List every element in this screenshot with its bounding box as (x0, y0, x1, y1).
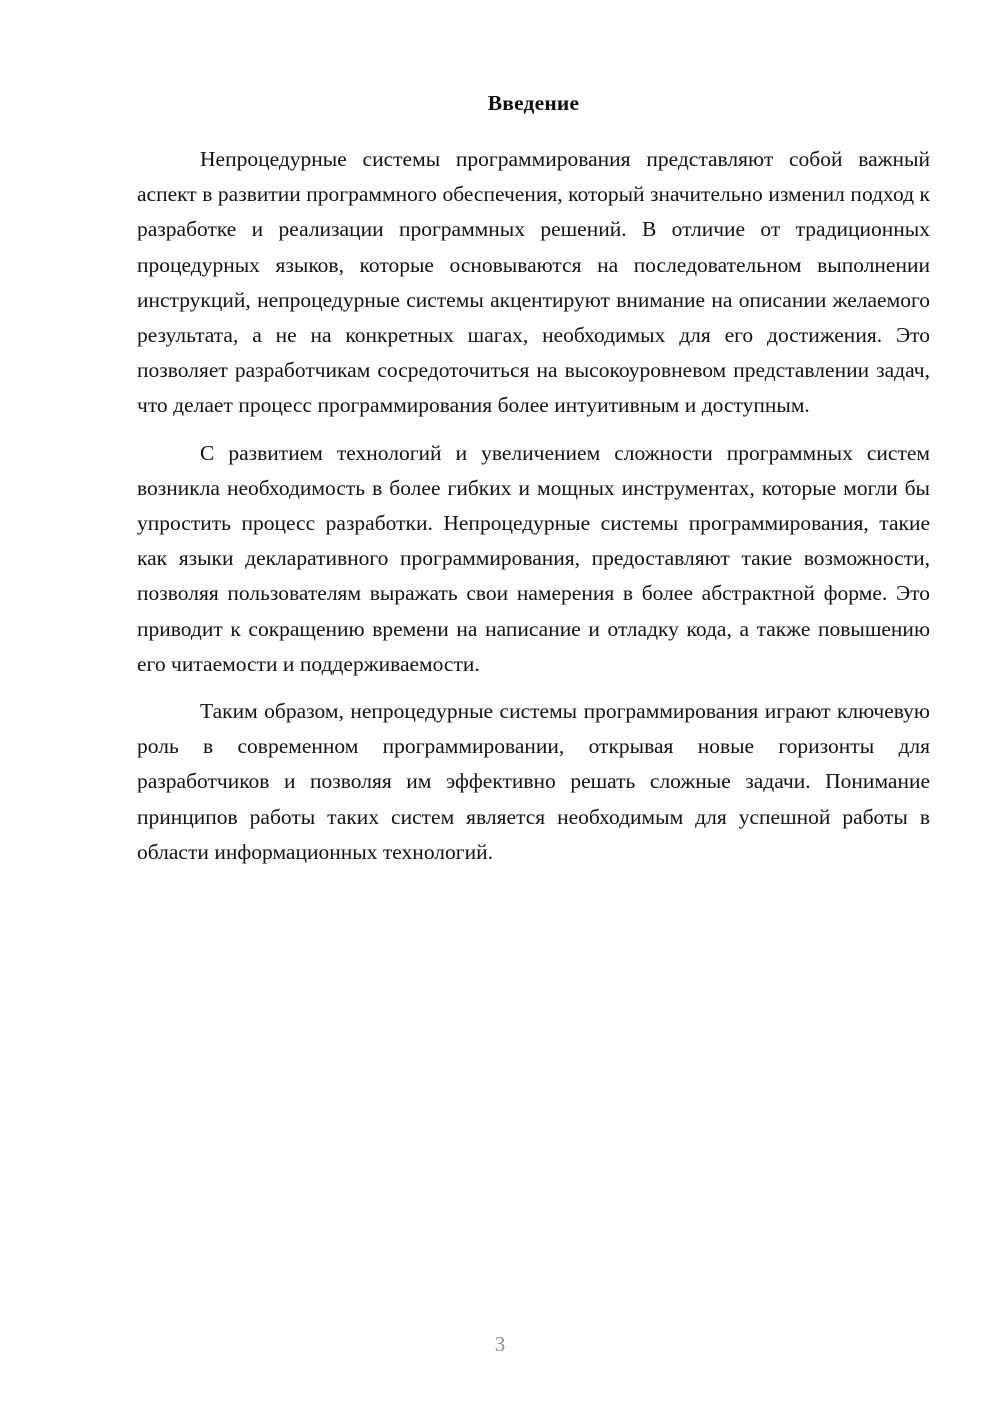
page-number: 3 (494, 1332, 506, 1356)
page-content (137, 88, 930, 870)
body-paragraph-1: Непроцедурные системы программирования представляют собой важный аспект в развитии программного обеспечения, который значительно изменил подход к разработке и реализации программных решений. В отличие от традиционных процедурных языков, которые основываются на последовательном выполнении инструкций, непроцедурные системы акцентируют внимание на описании желаемого результата, а не на конкретных шагах, необходимых для его достижения. Это позволяет разработчикам сосредоточиться на высокоуровневом представлении задач, что делает процесс программирования более интуитивным и доступным. (137, 147, 930, 418)
body-paragraph-3: Таким образом, непроцедурные системы программирования играют ключевую роль в современном программировании, открывая новые горизонты для разработчиков и позволяя им эффективно решать сложные задачи. Понимание принципов работы таких систем является необходимым для успешной работы в области информационных технологий. (137, 699, 930, 864)
body-paragraph-2: С развитием технологий и увеличением сложности программных систем возникла необходимость в более гибких и мощных инструментах, которые могли бы упростить процесс разработки. Непроцедурные системы программирования, такие как языки декларативного программирования, предоставляют такие возможности, позволяя пользователям выражать свои намерения в более абстрактной форме. Это приводит к сокращению времени на написание и отладку кода, а также повышению его читаемости и поддерживаемости. (137, 440, 930, 676)
page-title: Введение (487, 91, 580, 115)
